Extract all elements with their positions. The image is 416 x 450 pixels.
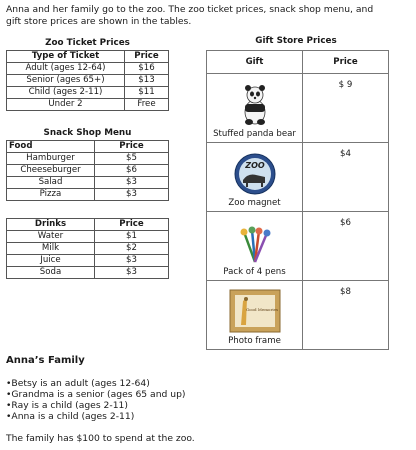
table-cell: Salad xyxy=(7,177,95,189)
gift-item-name: Photo frame xyxy=(228,336,281,346)
gift-item-name: Stuffed panda bear xyxy=(213,129,296,139)
table-row xyxy=(7,231,169,243)
gift-item-pens xyxy=(207,212,303,281)
table-cell: $1 xyxy=(95,231,169,243)
table-cell: $2 xyxy=(95,243,169,255)
table-row xyxy=(207,143,389,212)
list-item: •Grandma is a senior (ages 65 and up) xyxy=(6,389,186,400)
magnet-icon xyxy=(234,153,276,195)
ticket-table-title: Zoo Ticket Prices xyxy=(45,38,130,48)
list-item: •Betsy is an adult (ages 12-64) xyxy=(6,378,150,389)
table-cell: $3 xyxy=(95,189,169,201)
gift-item-price: $6 xyxy=(303,212,389,281)
column-header: Type of Ticket xyxy=(7,51,125,63)
gift-item-price: $8 xyxy=(303,281,389,350)
table-cell: $3 xyxy=(95,267,169,279)
list-item: •Anna is a child (ages 2-11) xyxy=(6,411,135,422)
family-heading: Anna’s Family xyxy=(6,355,85,366)
table-cell: Adult (ages 12-64) xyxy=(7,63,125,75)
table-header-row xyxy=(7,219,169,231)
table-row xyxy=(7,189,169,201)
table-row xyxy=(7,243,169,255)
gift-item-name: Pack of 4 pens xyxy=(223,267,286,277)
table-cell: Child (ages 2-11) xyxy=(7,87,125,99)
table-header-row xyxy=(7,51,169,63)
table-row xyxy=(7,99,169,111)
table-row xyxy=(207,281,389,350)
table-header-row xyxy=(7,141,169,153)
intro-text: Anna and her family go to the zoo. The zoo ticket prices, snack shop menu, and gift store prices are shown in the tables. xyxy=(6,4,374,27)
table-cell: $3 xyxy=(95,255,169,267)
table-row xyxy=(7,153,169,165)
table-row xyxy=(207,212,389,281)
gift-item-name: Zoo magnet xyxy=(228,198,281,208)
list-item: •Ray is a child (ages 2-11) xyxy=(6,400,128,411)
ticket-table xyxy=(6,50,169,111)
column-header: Price xyxy=(95,141,169,153)
table-row xyxy=(7,75,169,87)
column-header: Gift xyxy=(207,51,303,74)
column-header: Price xyxy=(125,51,169,63)
table-cell: $6 xyxy=(95,165,169,177)
table-row xyxy=(207,74,389,143)
drinks-table xyxy=(6,218,169,279)
column-header: Food xyxy=(7,141,95,153)
column-header: Price xyxy=(303,51,389,74)
pens-icon xyxy=(237,226,273,264)
table-cell: Juice xyxy=(7,255,95,267)
budget-text: The family has $100 to spend at the zoo. xyxy=(6,433,195,444)
table-cell: Milk xyxy=(7,243,95,255)
gift-item-panda xyxy=(207,74,303,143)
table-cell: $13 xyxy=(125,75,169,87)
table-cell: Free xyxy=(125,99,169,111)
table-row xyxy=(7,267,169,279)
frame-icon xyxy=(229,289,281,333)
table-cell: Cheeseburger xyxy=(7,165,95,177)
frame-caption: Good Memories xyxy=(245,307,278,312)
gift-item-price: $ 9 xyxy=(303,74,389,143)
gift-table-title: Gift Store Prices xyxy=(255,36,337,46)
magnet-logo-text: ZOO xyxy=(244,161,265,170)
table-row xyxy=(7,177,169,189)
table-row xyxy=(7,165,169,177)
table-row xyxy=(7,255,169,267)
table-cell: Under 2 xyxy=(7,99,125,111)
table-cell: Soda xyxy=(7,267,95,279)
table-cell: $3 xyxy=(95,177,169,189)
table-row xyxy=(7,63,169,75)
table-cell: $11 xyxy=(125,87,169,99)
table-cell: Senior (ages 65+) xyxy=(7,75,125,87)
column-header: Drinks xyxy=(7,219,95,231)
family-list xyxy=(6,378,186,422)
table-cell: Hamburger xyxy=(7,153,95,165)
gift-table xyxy=(206,50,389,350)
panda-icon xyxy=(240,84,270,126)
food-table xyxy=(6,140,169,201)
column-header: Price xyxy=(95,219,169,231)
table-cell: $5 xyxy=(95,153,169,165)
table-cell: Pizza xyxy=(7,189,95,201)
gift-item-price: $4 xyxy=(303,143,389,212)
table-cell: Water xyxy=(7,231,95,243)
table-row xyxy=(7,87,169,99)
table-cell: $16 xyxy=(125,63,169,75)
snack-menu-title: Snack Shop Menu xyxy=(43,128,132,138)
gift-item-magnet xyxy=(207,143,303,212)
gift-item-frame xyxy=(207,281,303,350)
table-header-row xyxy=(207,51,389,74)
